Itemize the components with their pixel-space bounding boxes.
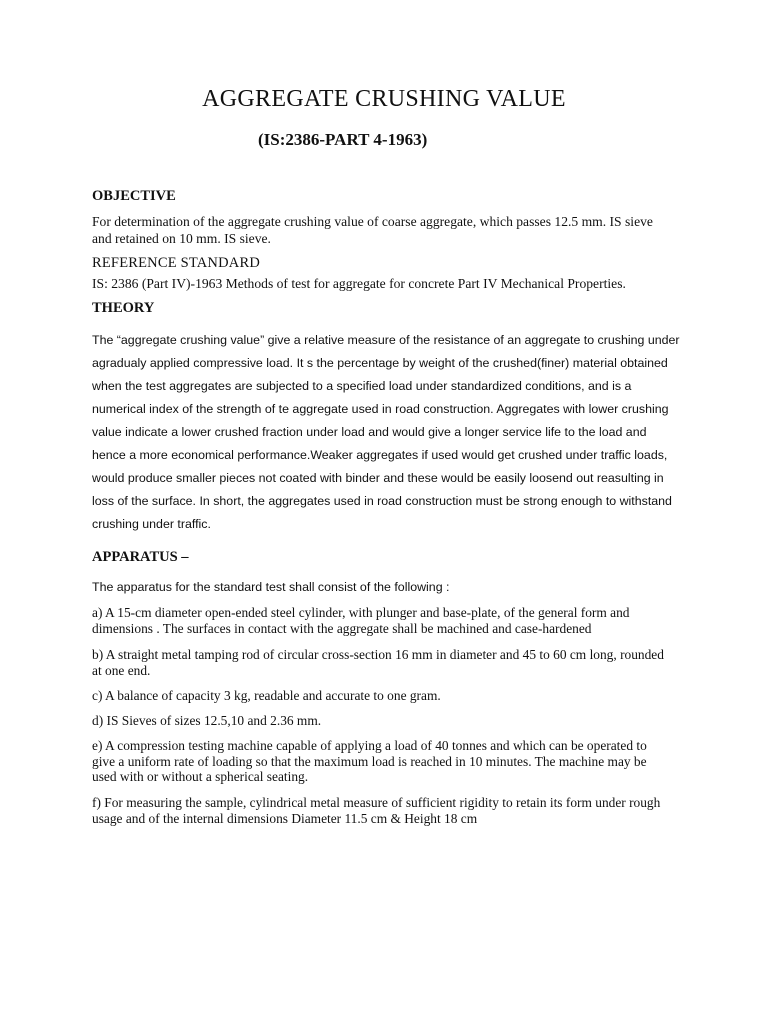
apparatus-item-f: f) For measuring the sample, cylindrical metal measure of sufficient rigidity to retain its form under rough usage and of the internal dimensions Diameter 11.5 cm & Height 18 cm: [92, 795, 661, 826]
apparatus-intro: The apparatus for the standard test shall consist of the following :: [92, 580, 450, 594]
apparatus-item-e: e) A compression testing machine capable of applying a load of 40 tonnes and which can be operated to give a uniform rate of loading so that the maximum load is reached in 10 minutes. The machine may be used with or without a spherical seating.: [92, 738, 647, 784]
apparatus-item-c: c) A balance of capacity 3 kg, readable and accurate to one gram.: [92, 688, 441, 703]
apparatus-heading: APPARATUS –: [92, 549, 189, 565]
objective-text: For determination of the aggregate crushing value of coarse aggregate, which passes 12.5 mm. IS sieve and retained on 10 mm. IS sieve.: [92, 214, 653, 246]
document-subtitle: (IS:2386-PART 4-1963): [258, 130, 428, 149]
reference-text: IS: 2386 (Part IV)-1963 Methods of test for aggregate for concrete Part IV Mechanical Properties.: [92, 276, 626, 291]
apparatus-item-d: d) IS Sieves of sizes 12.5,10 and 2.36 mm.: [92, 713, 322, 728]
apparatus-item-b: b) A straight metal tamping rod of circular cross-section 16 mm in diameter and 45 to 60 cm long, rounded at one end.: [92, 647, 664, 678]
document-title: AGGREGATE CRUSHING VALUE: [202, 86, 566, 112]
theory-text: The “aggregate crushing value” give a relative measure of the resistance of an aggregate to crushing under agradualy applied compressive load. It s the percentage by weight of the crushed(finer) material obtained when the test aggregates are subjected to a specified load under standardized conditions, and is a numerical index of the strength of te aggregate used in road construction. Aggregates with lower crushing value indicate a lower crushed fraction under load and would give a longer service life to the load and hence a more economical performance.Weaker aggregates if used would get crushed under traffic loads, would produce smaller pieces not coated with binder and these would be easily loosend out reasulting in loss of the surface. In short, the aggregates used in road construction must be strong enough to withstand crushing under traffic.: [92, 333, 680, 531]
theory-heading: THEORY: [92, 300, 155, 316]
reference-heading: REFERENCE STANDARD: [92, 255, 260, 271]
objective-heading: OBJECTIVE: [92, 188, 176, 204]
apparatus-item-a: a) A 15-cm diameter open-ended steel cylinder, with plunger and base-plate, of the general form and dimensions . The surfaces in contact with the aggregate shall be machined and case-hardened: [92, 605, 630, 636]
